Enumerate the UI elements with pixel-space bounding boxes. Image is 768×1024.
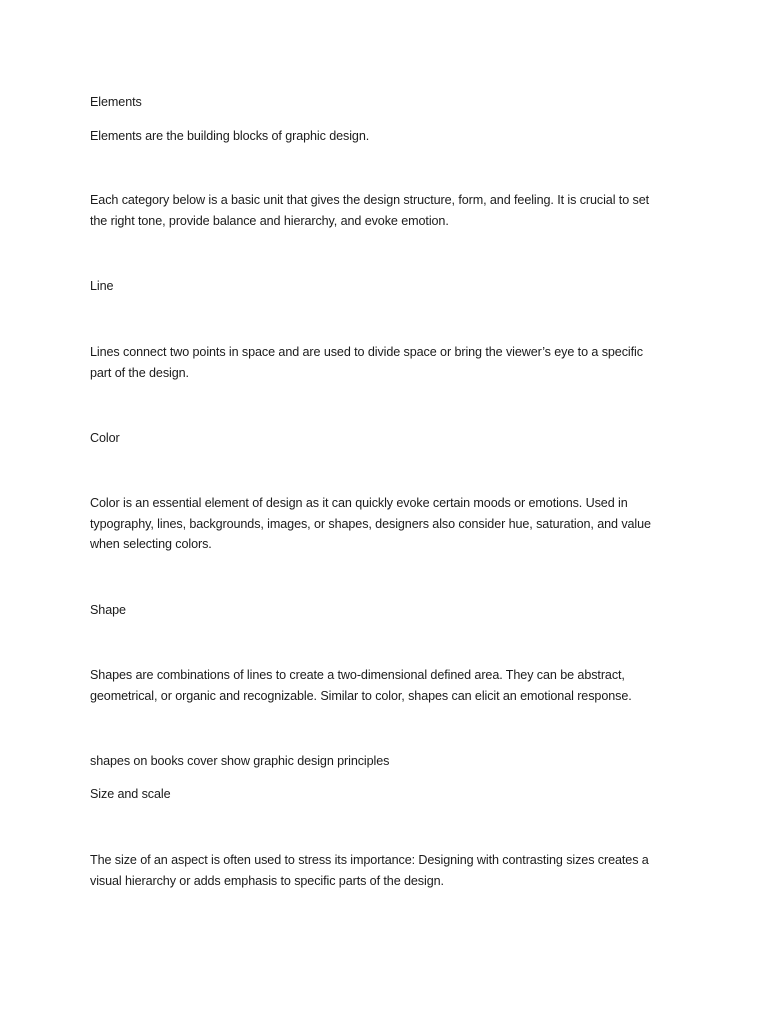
- shape-paragraph-line: Shapes are combinations of lines to create a two-dimensional defined area. They can be abstract,: [90, 668, 625, 682]
- shape-paragraph-line: geometrical, or organic and recognizable. Similar to color, shapes can elicit an emotional response.: [90, 688, 632, 703]
- color-paragraph-line: when selecting colors.: [90, 537, 212, 551]
- line-paragraph: [90, 342, 680, 383]
- size-paragraph: [90, 850, 680, 891]
- color-paragraph-line: typography, lines, backgrounds, images, or shapes, designers also consider hue, saturation, and value: [90, 516, 651, 531]
- shape-caption: shapes on books cover show graphic design principles: [90, 754, 390, 768]
- heading-size-and-scale: Size and scale: [90, 787, 171, 801]
- heading-elements: Elements: [90, 95, 142, 109]
- color-paragraph: [90, 493, 680, 555]
- size-paragraph-line: visual hierarchy or adds emphasis to specific parts of the design.: [90, 873, 444, 888]
- heading-shape: Shape: [90, 603, 126, 617]
- line-paragraph-line: part of the design.: [90, 365, 189, 380]
- heading-color: Color: [90, 431, 120, 445]
- intro-paragraph: Elements are the building blocks of graphic design.: [90, 129, 370, 143]
- overview-line: Each category below is a basic unit that gives the design structure, form, and feeling. It is crucial to set: [90, 193, 650, 207]
- overview-line: the right tone, provide balance and hierarchy, and evoke emotion.: [90, 213, 449, 228]
- overview-paragraph: [90, 190, 680, 231]
- heading-line: Line: [90, 279, 114, 293]
- line-paragraph-line: Lines connect two points in space and are used to divide space or bring the viewer’s eye to a specific: [90, 345, 643, 359]
- shape-paragraph: [90, 665, 680, 706]
- size-paragraph-line: The size of an aspect is often used to stress its importance: Designing with contrasting sizes creates a: [90, 853, 649, 867]
- color-paragraph-line: Color is an essential element of design as it can quickly evoke certain moods or emotions. Used in: [90, 496, 628, 510]
